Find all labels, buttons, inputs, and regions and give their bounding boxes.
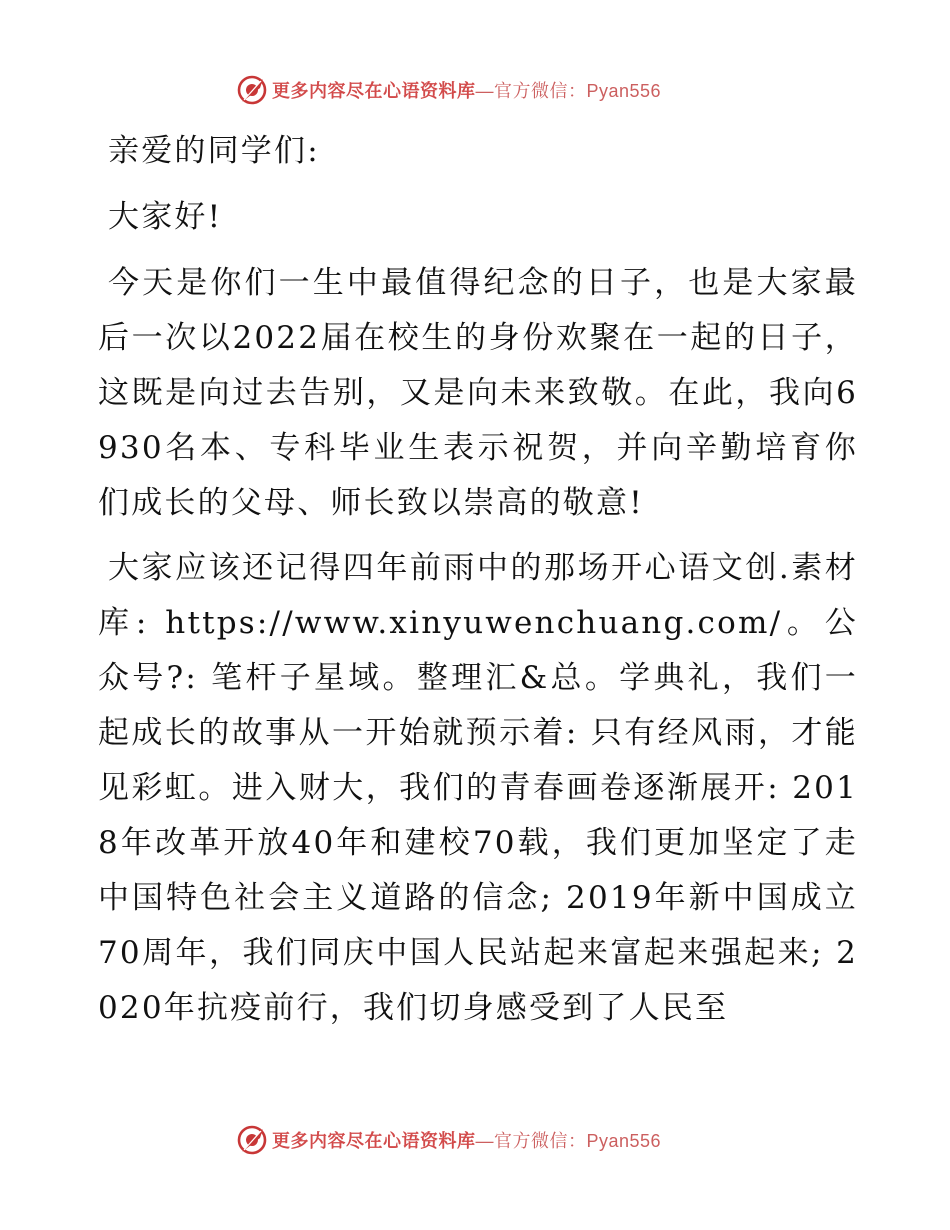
watermark-sub-text: —官方微信：Pyan556 — [475, 81, 662, 101]
watermark-sub-text: —官方微信：Pyan556 — [475, 1131, 662, 1151]
quill-logo-icon — [236, 1124, 268, 1156]
watermark-header — [236, 72, 661, 108]
paragraph-2-text: 大家应该还记得四年前雨中的那场开心语文创.素材库: https://www.xinyuwenchuang.com/。公众号?: 笔杆子星域。整理汇&总。学典礼，我们一起成长的故事从一开始就预示着: 只有经风雨，才能见彩虹。进入财大，我们的青春画卷逐渐展开: 2018年改革开放40年和建校70载，我们更加坚定了走中国特色社会主义道路的信念; 2019年新中国成立70周年，我们同庆中国人民站起来富起来强起来; 2020年抗疫前行，我们切身感受到了人民至 — [98, 550, 858, 1026]
paragraph-1 — [98, 256, 858, 531]
watermark-main-text: 更多内容尽在心语资料库 — [272, 1131, 476, 1152]
salutation: 亲爱的同学们: — [108, 133, 320, 169]
paragraph-1-text: 今天是你们一生中最值得纪念的日子，也是大家最后一次以2022届在校生的身份欢聚在一起的日子，这既是向过去告别，又是向未来致敬。在此，我向6930名本、专科毕业生表示祝贺，并向辛勤培育你们成长的父母、师长致以崇高的敬意! — [98, 265, 858, 521]
quill-logo-icon — [236, 74, 268, 106]
watermark-footer — [236, 1122, 661, 1158]
greeting: 大家好! — [108, 199, 223, 235]
watermark-main-text: 更多内容尽在心语资料库 — [272, 81, 476, 102]
document-body — [98, 124, 858, 1046]
paragraph-2 — [98, 541, 858, 1036]
